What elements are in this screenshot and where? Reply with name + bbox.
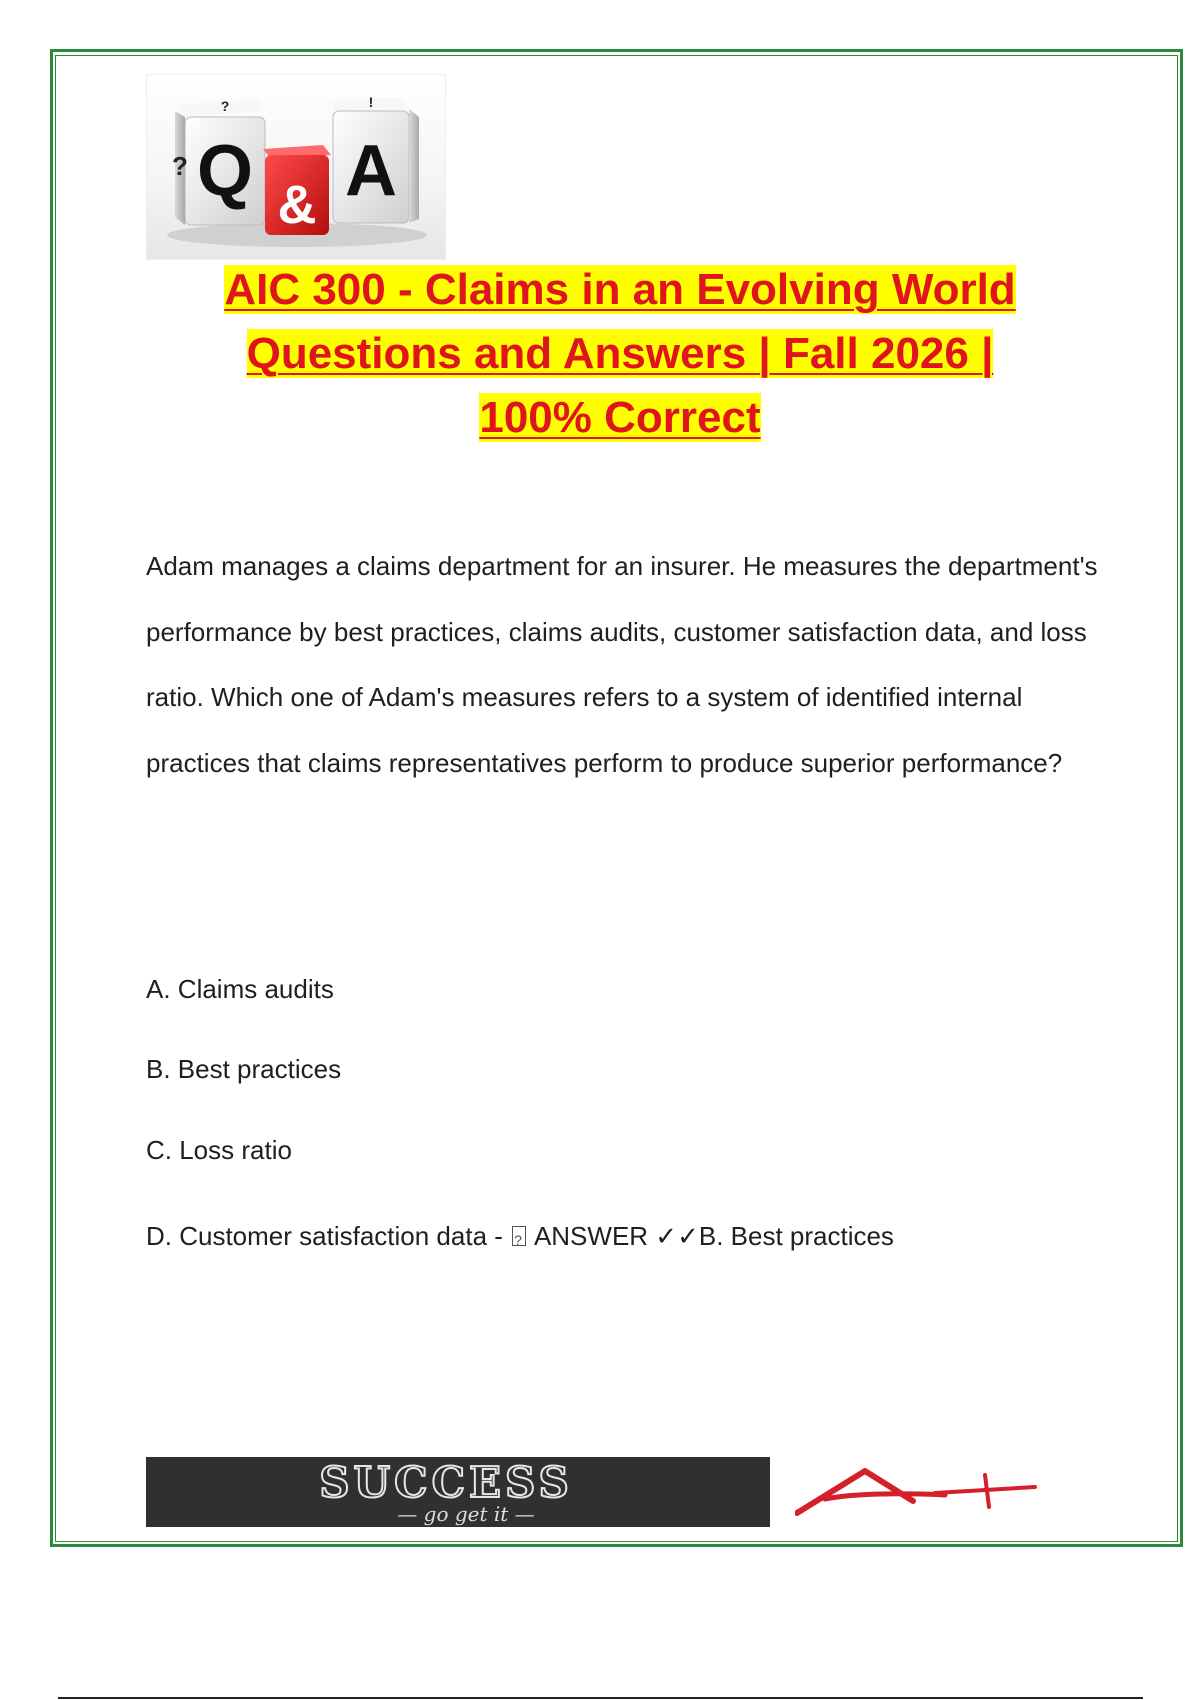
logo-q-letter: Q [196,131,254,211]
qa-dice-icon [146,74,446,260]
svg-text:!: ! [368,94,374,110]
question-text: Adam manages a claims department for an insurer. He measures the department's performance by best practices, claims audits, customer satisfaction data, and loss ratio. Which one of Adam's measures refers to a system of identified internal practices that claims representatives perform to produce superior performance? [146,551,1098,778]
title-line-1: AIC 300 - Claims in an Evolving World [224,265,1016,314]
document-title [140,258,1100,450]
footer-rule [58,1697,1143,1699]
a-plus-icon [795,1463,1040,1528]
title-line-3: 100% Correct [479,393,761,442]
option-d-text: D. Customer satisfaction data - [146,1221,511,1251]
option-c: C. Loss ratio [146,1135,292,1165]
logo-a-letter: A [345,131,397,211]
svg-text:?: ? [172,151,188,181]
title-line-2: Questions and Answers | Fall 2026 | [246,329,994,378]
success-chalkboard-icon [146,1457,770,1527]
logo-amp-letter: & [277,175,317,235]
missing-glyph-icon [512,1226,526,1246]
svg-text:?: ? [220,98,230,114]
option-b: B. Best practices [146,1054,342,1084]
answer-text: ANSWER ✓✓B. Best practices [533,1221,894,1251]
success-text: SUCCESS [319,1458,573,1507]
success-subtext: — go get it — [397,1502,535,1526]
option-a: A. Claims audits [146,974,334,1004]
option-d [146,1219,894,1253]
